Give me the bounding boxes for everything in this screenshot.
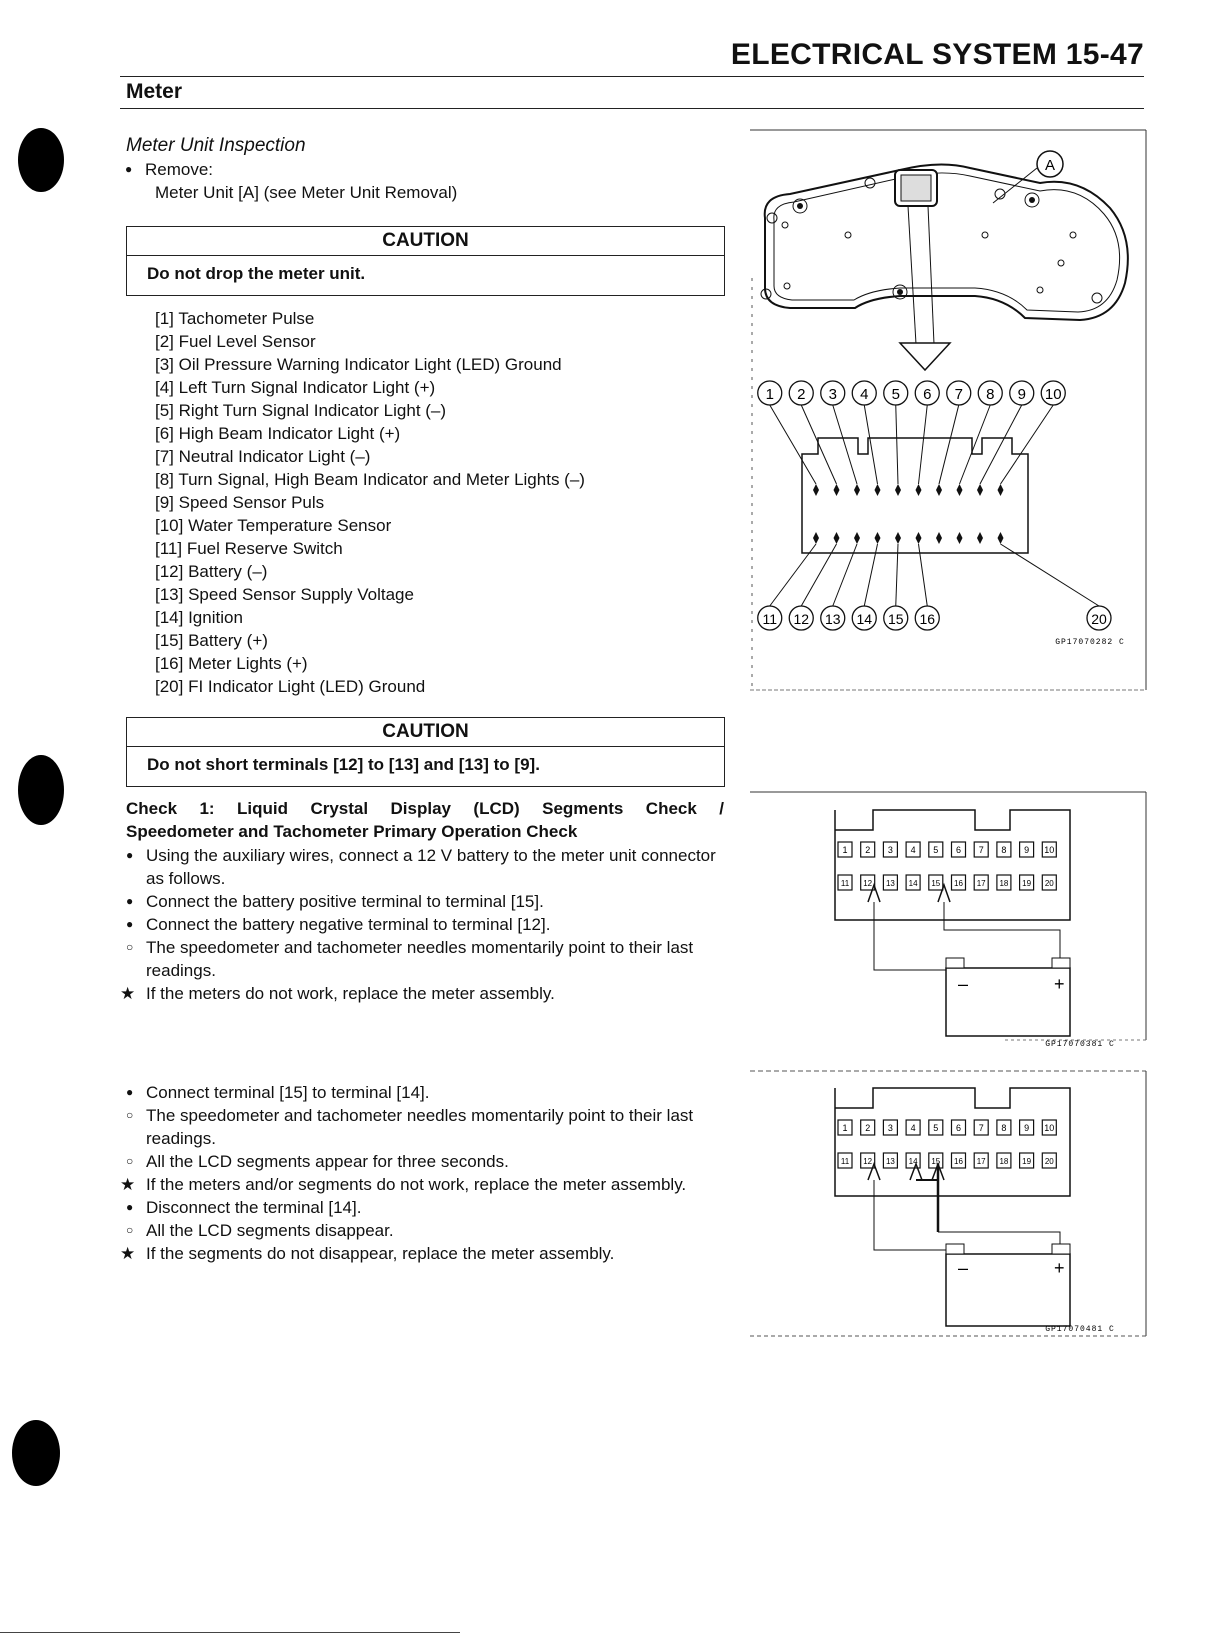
pin-diamond-icon (957, 484, 963, 496)
caution-text: Do not short terminals [12] to [13] and [13] to [9]. (147, 755, 540, 774)
pin-number: 20 (1091, 611, 1107, 627)
terminal-number: 17 (976, 1157, 986, 1166)
step-text: All the LCD segments disappear. (146, 1221, 394, 1240)
wire-negative (874, 902, 946, 970)
connector-body (835, 1088, 1070, 1196)
terminal-number: 19 (1022, 879, 1032, 888)
wire-positive (944, 902, 1060, 958)
arrow-down-icon (900, 343, 950, 370)
step-text: Connect the battery positive terminal to terminal [15]. (146, 892, 544, 911)
pin-number: 13 (824, 611, 841, 627)
pin-number: 15 (887, 611, 904, 627)
caution-box-1 (126, 226, 725, 296)
terminal-number: 20 (1044, 879, 1054, 888)
list-item: [2] Fuel Level Sensor (155, 332, 316, 351)
terminal-number: 2 (865, 1123, 871, 1133)
step-text: Connect the battery negative terminal to terminal [12]. (146, 915, 551, 934)
binder-hole-top (18, 128, 64, 192)
terminal-number: 1 (842, 1123, 848, 1133)
pin-diamond-icon (895, 484, 901, 496)
list-item: [8] Turn Signal, High Beam Indicator and Meter Lights (–) (155, 470, 585, 489)
terminal-number: 3 (887, 1123, 893, 1133)
top-pin-callouts (758, 381, 1066, 544)
terminal-number: 15 (931, 1157, 941, 1166)
check1-title-line1: Check 1: Liquid Crystal Display (LCD) Segments Check / (126, 799, 724, 818)
pin-diamond-icon (977, 484, 983, 496)
battery-plus: + (1054, 1258, 1065, 1278)
terminal-number: 12 (863, 1157, 873, 1166)
caution-box-2 (126, 717, 725, 787)
pin-diamond-icon (813, 484, 819, 496)
terminal-number: 6 (955, 1123, 962, 1133)
terminal-number: 4 (910, 845, 916, 855)
inspection-title: Meter Unit Inspection (126, 135, 306, 156)
binder-hole-bottom (12, 1420, 60, 1486)
terminal-number: 12 (863, 879, 873, 888)
bullet-icon: ● (126, 1200, 134, 1214)
terminal-number: 9 (1024, 845, 1030, 855)
pin-diamond-icon (936, 484, 942, 496)
terminal-row-bottom (838, 1153, 1056, 1168)
pin-diamond-icon (895, 532, 901, 544)
bullet-icon: ● (126, 894, 134, 908)
pin-diamond-icon (957, 532, 963, 544)
circle-icon: ○ (126, 1223, 134, 1237)
terminal-number: 18 (999, 1157, 1009, 1166)
pin-number: 2 (797, 386, 806, 403)
terminal-number: 14 (908, 879, 918, 888)
header-rule (120, 76, 1144, 77)
list-item: [13] Speed Sensor Supply Voltage (155, 585, 414, 604)
remove-step (125, 158, 214, 181)
terminal-number: 17 (976, 879, 986, 888)
terminal-number: 19 (1022, 1157, 1032, 1166)
terminal-number: 9 (1024, 1123, 1030, 1133)
pin-diamond-icon (977, 532, 983, 544)
remove-item: Meter Unit [A] (see Meter Unit Removal) (155, 183, 458, 202)
step-item (126, 1081, 724, 1104)
caution-heading: CAUTION (127, 718, 724, 747)
list-item: [16] Meter Lights (+) (155, 654, 308, 673)
terminal-number: 7 (978, 1123, 984, 1133)
caution-text: Do not drop the meter unit. (147, 264, 366, 283)
section-rule (120, 108, 1144, 109)
pin-number: 14 (856, 611, 873, 627)
pin-number: 12 (793, 611, 810, 627)
bullet-icon: ● (126, 917, 134, 931)
list-item: [20] FI Indicator Light (LED) Ground (155, 677, 426, 696)
terminal-row-top (838, 842, 1056, 857)
list-item: [6] High Beam Indicator Light (+) (155, 424, 401, 443)
terminal-number: 5 (933, 845, 939, 855)
battery-check-figure-1 (750, 790, 1150, 1050)
caution-heading: CAUTION (127, 227, 724, 256)
terminal-number: 13 (885, 1157, 895, 1166)
list-item: [12] Battery (–) (155, 562, 268, 581)
terminal-row-bottom (838, 875, 1056, 890)
pin-diamond-icon (854, 532, 860, 544)
bullet-icon: ● (126, 848, 134, 862)
list-item: [10] Water Temperature Sensor (155, 516, 392, 535)
callout-label: A (1044, 157, 1056, 174)
wire-negative (874, 1180, 946, 1250)
terminal-number: 2 (865, 845, 871, 855)
pin-diamond-icon (834, 484, 840, 496)
step-item (126, 1196, 724, 1219)
figure-code: GP17070481 C (1045, 1325, 1115, 1334)
meter-connector-figure (750, 128, 1150, 693)
bullet-icon: ● (126, 1085, 134, 1099)
terminal-number: 16 (954, 879, 963, 888)
pin-number: 5 (891, 386, 900, 403)
terminal-number: 8 (1001, 1123, 1007, 1133)
star-icon: ★ (120, 1175, 136, 1194)
figure-code: GP17070381 C (1045, 1040, 1115, 1049)
step-item (126, 1150, 724, 1173)
step-item (120, 1173, 724, 1196)
step-text: If the segments do not disappear, replace the meter assembly. (146, 1244, 615, 1263)
terminal-number: 3 (887, 845, 893, 855)
pin-number: 3 (828, 386, 837, 403)
terminal-number: 1 (842, 845, 848, 855)
pin-diamond-icon (916, 532, 922, 544)
pin-number: 1 (765, 386, 774, 403)
list-item: [15] Battery (+) (155, 631, 268, 650)
step-item (126, 1104, 724, 1150)
step-text: Using the auxiliary wires, connect a 12 V battery to the meter unit connector as follows. (146, 846, 716, 888)
step-text: All the LCD segments appear for three seconds. (146, 1152, 509, 1171)
terminal-number: 16 (954, 1157, 963, 1166)
page-header-title: ELECTRICAL SYSTEM 15-47 (730, 38, 1144, 71)
pin-diamond-icon (854, 484, 860, 496)
pin-diamond-icon (875, 532, 881, 544)
battery-minus: – (958, 974, 969, 994)
step-text: Disconnect the terminal [14]. (146, 1198, 362, 1217)
pin-number: 10 (1044, 386, 1062, 403)
terminal-number: 14 (908, 1157, 918, 1166)
step-text: If the meters and/or segments do not work, replace the meter assembly. (146, 1175, 687, 1194)
meter-unit-drawing (761, 164, 1128, 320)
step-text: The speedometer and tachometer needles momentarily point to their last readings. (146, 1106, 694, 1148)
binder-hole-middle (18, 755, 64, 825)
circle-icon: ○ (126, 1154, 134, 1168)
terminal-number: 4 (910, 1123, 916, 1133)
bottom-pin-callouts (758, 544, 1111, 630)
step-text: If the meters do not work, replace the meter assembly. (146, 984, 555, 1003)
terminal-number: 13 (885, 879, 895, 888)
check1-title-line2: Speedometer and Tachometer Primary Operation Check (126, 822, 578, 841)
remove-label: Remove: (145, 160, 214, 179)
terminal-number: 18 (999, 879, 1009, 888)
terminal-number: 6 (955, 845, 962, 855)
pin-number: 16 (919, 611, 936, 627)
list-item: [5] Right Turn Signal Indicator Light (–) (155, 401, 447, 420)
list-item: [4] Left Turn Signal Indicator Light (+) (155, 378, 436, 397)
circle-icon: ○ (126, 1108, 134, 1122)
terminal-number: 20 (1044, 1157, 1054, 1166)
pin-number: 8 (986, 386, 995, 403)
step-item (126, 913, 724, 936)
battery-plus: + (1054, 974, 1065, 994)
footer-rule (0, 1632, 460, 1633)
list-item: [3] Oil Pressure Warning Indicator Light (LED) Ground (155, 355, 562, 374)
terminal-number: 11 (840, 879, 850, 888)
check1-steps (120, 844, 724, 1005)
check1-title (126, 797, 724, 843)
step-item (120, 982, 724, 1005)
star-icon: ★ (120, 984, 136, 1003)
terminal-number: 8 (1001, 845, 1007, 855)
pin-number: 7 (954, 386, 963, 403)
list-item: [7] Neutral Indicator Light (–) (155, 447, 371, 466)
step-text: Connect terminal [15] to terminal [14]. (146, 1083, 430, 1102)
list-item: [9] Speed Sensor Puls (155, 493, 325, 512)
step-text: The speedometer and tachometer needles momentarily point to their last readings. (146, 938, 694, 980)
figure-code: GP17070282 C (1055, 638, 1125, 647)
pin-number: 6 (923, 386, 932, 403)
battery-minus: – (958, 1258, 969, 1278)
terminal-number: 10 (1044, 845, 1055, 855)
pin-diamond-icon (998, 484, 1004, 496)
bullet-icon: ● (125, 162, 133, 176)
terminal-list (155, 307, 585, 698)
step-item (126, 936, 724, 982)
pin-diamond-icon (834, 532, 840, 544)
terminal-row-top (838, 1120, 1056, 1135)
step-item (120, 1242, 724, 1265)
step-item (126, 890, 724, 913)
connector-body (835, 810, 1070, 920)
section-title: Meter (126, 80, 183, 103)
pin-diamond-icon (998, 532, 1004, 544)
check2-steps (120, 1081, 724, 1265)
step-item (126, 1219, 724, 1242)
circle-icon: ○ (126, 940, 134, 954)
pin-diamond-icon (813, 532, 819, 544)
pin-diamond-icon (916, 484, 922, 496)
list-item: [14] Ignition (155, 608, 243, 627)
pin-number: 4 (860, 386, 869, 403)
pin-diamond-icon (936, 532, 942, 544)
list-item: [1] Tachometer Pulse (155, 309, 315, 328)
terminal-number: 10 (1044, 1123, 1055, 1133)
battery-check-figure-2 (750, 1068, 1150, 1348)
pin-number: 11 (762, 611, 778, 627)
step-item (126, 844, 724, 890)
list-item: [11] Fuel Reserve Switch (155, 539, 343, 558)
terminal-number: 11 (840, 1157, 850, 1166)
pin-number: 9 (1017, 386, 1026, 403)
terminal-number: 7 (978, 845, 984, 855)
star-icon: ★ (120, 1244, 136, 1263)
pin-diamond-icon (875, 484, 881, 496)
terminal-number: 5 (933, 1123, 939, 1133)
terminal-number: 15 (931, 879, 941, 888)
